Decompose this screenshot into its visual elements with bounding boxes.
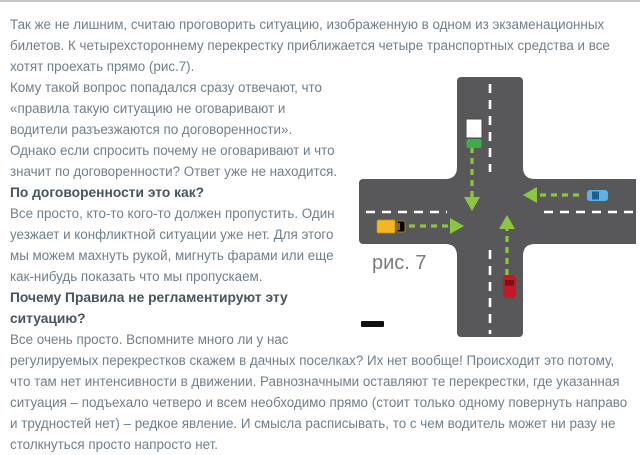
paragraph-intro: Так же не лишним, считаю проговорить ситуацию, изображенную в одном из экзаменационных билетов. К четырехстороннему перекрестку приближается четыре транспортных средства и все хотят проехать прямо (рис.7).	[10, 17, 610, 74]
intersection-diagram	[344, 77, 636, 339]
vehicle-yellow-truck-left	[377, 220, 405, 233]
watermark-logo	[361, 321, 384, 327]
car-body	[503, 275, 516, 298]
road-fillet-bottom-left	[445, 244, 457, 256]
paragraph-question: Кому такой вопрос попадался сразу отвечают, что «правила такую ситуацию не оговаривают и водители разъезжаются по договоренности». Однако если спросить почему не оговаривают и что значит по договоренности? Ответ уже не находится.	[10, 80, 338, 179]
road-fillet-top-right	[523, 167, 535, 179]
car-window	[505, 280, 514, 286]
heading-why: Почему Правила не регламентируют эту ситуацию?	[10, 290, 288, 326]
truck-cargo-box	[377, 220, 395, 233]
truck-cargo-box	[466, 119, 482, 138]
truck-cab	[467, 139, 482, 148]
figure-caption: рис. 7	[372, 252, 427, 274]
heading-agreement: По договоренности это как?	[10, 185, 205, 200]
road-fillet-bottom-right	[523, 244, 535, 256]
intersection-figure	[344, 77, 636, 339]
vehicle-red-car-bottom	[503, 275, 516, 298]
article	[10, 14, 636, 455]
paragraph-why: Все очень просто. Вспомните много ли у нас регулируемых перекрестков скажем в дачных поселках? Их нет вообще! Происходит это потому, что там нет интенсивности в движении. Равнозначными оставляют те перекрестки, где указанная ситуация – подъехало четверо и всем необходимо прямо (стоит только одному повернуть направо и трудностей нет) – редкое явление. И смысла расписывать, то с чем водитель может ни разу не столкнуться просто напросто нет.	[10, 332, 628, 452]
car-window	[592, 192, 599, 200]
paragraph-agreement: Все просто, кто-то кого-то должен пропустить. Один уезжает и конфликтной ситуации уже нет. Для этого мы можем махнуть рукой, мигнуть фарами или еще как-нибудь показать что мы пропускаем.	[10, 206, 335, 284]
vehicle-blue-car-right	[587, 190, 608, 201]
road-fillet-top-left	[445, 167, 457, 179]
vehicle-delivery-truck-top	[466, 119, 482, 148]
truck-window	[398, 223, 401, 230]
